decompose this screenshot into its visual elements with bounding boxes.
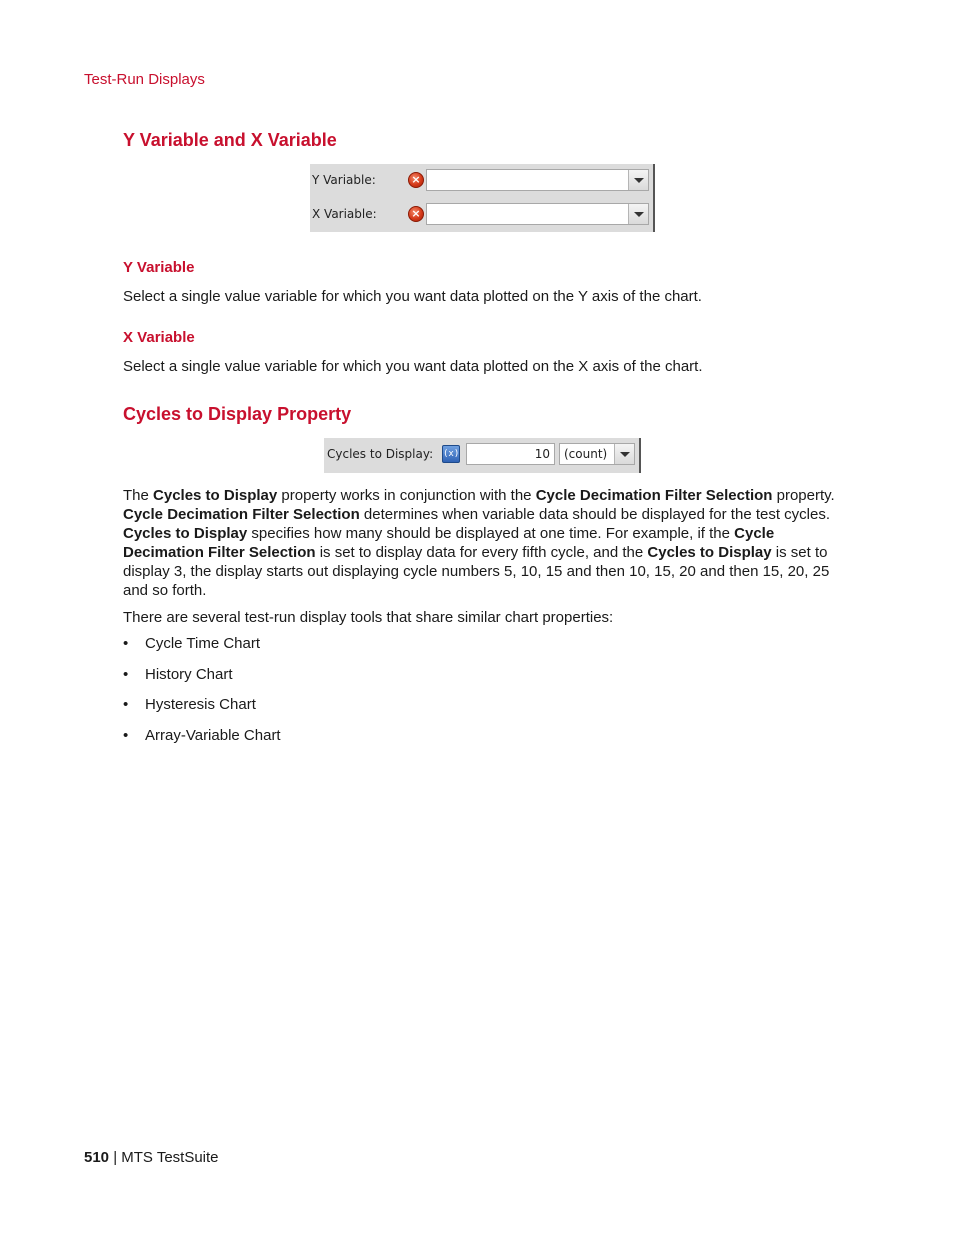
x-variable-combo[interactable]	[426, 203, 649, 225]
x-variable-label: X Variable:	[312, 207, 377, 221]
cycles-to-display-label: Cycles to Display:	[327, 447, 434, 461]
document-title: MTS TestSuite	[121, 1149, 219, 1166]
unit-value: (count)	[564, 447, 608, 461]
section-heading-cycles-to-display: Cycles to Display Property	[123, 404, 352, 424]
section-heading-y-x-variable: Y Variable and X Variable	[123, 130, 337, 150]
y-variable-description: Select a single value variable for which you want data plotted on the Y axis of the chart.	[123, 288, 702, 305]
x-variable-row	[310, 201, 653, 227]
y-variable-row	[310, 167, 653, 193]
chevron-down-icon[interactable]	[628, 204, 648, 224]
y-variable-combo[interactable]	[426, 169, 649, 191]
list-item: • History Chart	[123, 665, 233, 683]
chevron-down-icon[interactable]	[628, 170, 648, 190]
list-item: • Array-Variable Chart	[123, 726, 281, 744]
list-item: • Hysteresis Chart	[123, 696, 256, 713]
y-variable-label: Y Variable:	[312, 173, 376, 187]
running-head: Test-Run Displays	[84, 71, 205, 88]
x-variable-heading: X Variable	[123, 329, 195, 346]
page-footer: 510 | MTS TestSuite	[84, 1149, 219, 1166]
expression-icon[interactable]: (x)	[442, 445, 460, 463]
cycles-to-display-value: 10	[534, 447, 550, 461]
error-icon: ×	[408, 172, 424, 188]
error-icon: ×	[408, 206, 424, 222]
x-variable-description: Select a single value variable for which you want data plotted on the X axis of the chart.	[123, 358, 703, 375]
list-item: • Cycle Time Chart	[123, 635, 261, 652]
chart-tools-list	[123, 635, 281, 757]
y-variable-heading: Y Variable	[123, 259, 195, 276]
chevron-down-icon[interactable]	[614, 444, 634, 464]
unit-combo[interactable]	[559, 443, 635, 465]
cycles-to-display-description: The Cycles to Display property works in conjunction with the Cycle Decimation Filter Selection property. Cycle Decimation Filter Selection determines when variable data should be displayed for the test cycles. Cycles to Display specifies how many should be displayed at one time. For example, if the Cycle Decimation Filter Selection is set to display data for every fifth cycle, and the Cycles to Display is set to display 3, the display starts out displaying cycle numbers 5, 10, 15 and then 10, 15, 20 and then 15, 20, 25 and so forth.	[123, 487, 835, 599]
cycles-to-display-input[interactable]	[466, 443, 555, 465]
shared-properties-intro: There are several test-run display tools that share similar chart properties:	[123, 609, 614, 626]
page-number: 510	[84, 1149, 110, 1166]
cycles-to-display-panel	[324, 438, 641, 473]
variable-selector-panel	[310, 164, 655, 232]
